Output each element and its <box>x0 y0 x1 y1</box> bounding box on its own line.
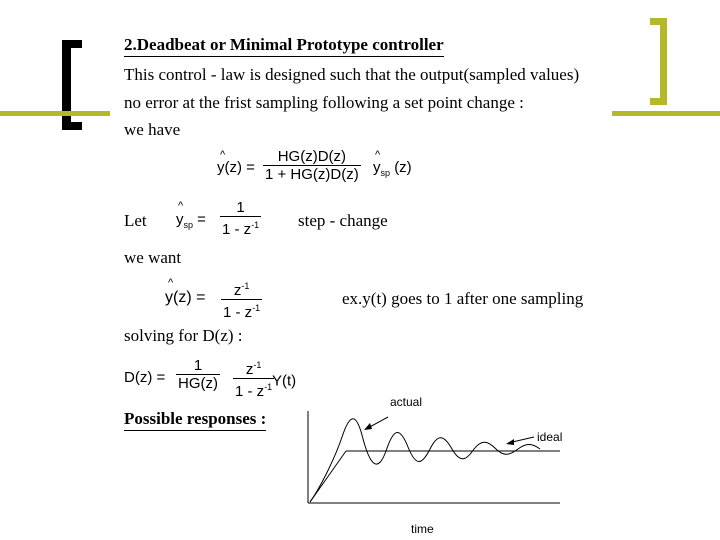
eq3-denominator: $1 - z^{-1}$ <box>223 303 261 321</box>
let-text: Let <box>124 211 147 230</box>
intro-line-2: no error at the frist sampling following a set point change : <box>124 93 524 112</box>
graph-ideal-label: ideal <box>537 430 563 444</box>
eq1-hat-ysp: ^ <box>375 149 381 161</box>
eq4-fraction-1 <box>176 357 220 392</box>
right-bracket <box>660 18 667 105</box>
graph-actual-label: actual <box>390 395 423 409</box>
eq2-ysp: $y_{sp}$ = <box>176 211 206 230</box>
step-change-text: step - change <box>298 211 388 230</box>
actual-pointer-head <box>364 423 372 430</box>
eq1-lhs: y(z) = <box>217 159 255 176</box>
left-bracket <box>62 40 81 130</box>
eq2-numerator: 1 <box>236 199 245 216</box>
actual-response-curve <box>310 419 540 502</box>
eq1-fraction <box>263 148 361 183</box>
eq1-hat: ^ <box>220 149 226 161</box>
eq4-numerator-1: 1 <box>193 357 203 374</box>
solving-text: solving for D(z) : <box>124 326 243 345</box>
graph-ylabel: Y(t) <box>272 372 297 390</box>
we-have-text: we have <box>124 120 181 139</box>
accent-bar-left <box>0 111 110 116</box>
slide-title: 2.Deadbeat or Minimal Prototype controller <box>124 35 444 57</box>
eq3-hat: ^ <box>168 277 174 289</box>
right-bracket-bottom <box>650 98 667 105</box>
left-bracket-top <box>62 40 82 48</box>
response-graph <box>272 372 600 536</box>
ideal-pointer-head <box>506 439 514 445</box>
we-want-text: we want <box>124 248 182 267</box>
eq2-denominator: $1 - z^{-1}$ <box>222 220 260 238</box>
right-bracket-top <box>650 18 667 25</box>
graph-xlabel: time <box>411 522 434 536</box>
left-bracket-bottom <box>62 122 82 130</box>
accent-bar-right <box>612 111 720 116</box>
eq2-hat: ^ <box>178 200 184 212</box>
eq4-denominator-2: $1 - z^{-1}$ <box>235 382 273 400</box>
eq3-fraction <box>221 278 262 321</box>
eq1-ysp-arg: (z) <box>394 159 412 176</box>
eq2-fraction <box>220 199 261 238</box>
eq1-denominator: 1 + HG(z)D(z) <box>265 166 359 183</box>
eq4-lhs: D(z) = <box>124 369 166 386</box>
eq3-lhs: y(z) = <box>165 289 206 306</box>
eq4-fraction-2 <box>233 357 274 400</box>
possible-responses-heading: Possible responses : <box>124 409 266 431</box>
eq1-ysp-y: y <box>373 159 381 176</box>
eq2-sp: sp <box>183 220 194 230</box>
eq2-y: y <box>176 211 184 228</box>
example-text: ex.y(t) goes to 1 after one sampling <box>342 289 584 308</box>
eq1-ysp-sub: sp <box>380 168 391 178</box>
eq1-numerator: HG(z)D(z) <box>277 148 347 165</box>
eq4-numerator-2: $z^{-1}$ <box>245 360 262 378</box>
intro-line-1: This control - law is designed such that the output(sampled values) <box>124 65 580 84</box>
eq3-numerator: $z^{-1}$ <box>233 281 250 299</box>
eq1-ysp <box>373 159 412 178</box>
eq4-denominator-1: HG(z) <box>178 375 218 392</box>
